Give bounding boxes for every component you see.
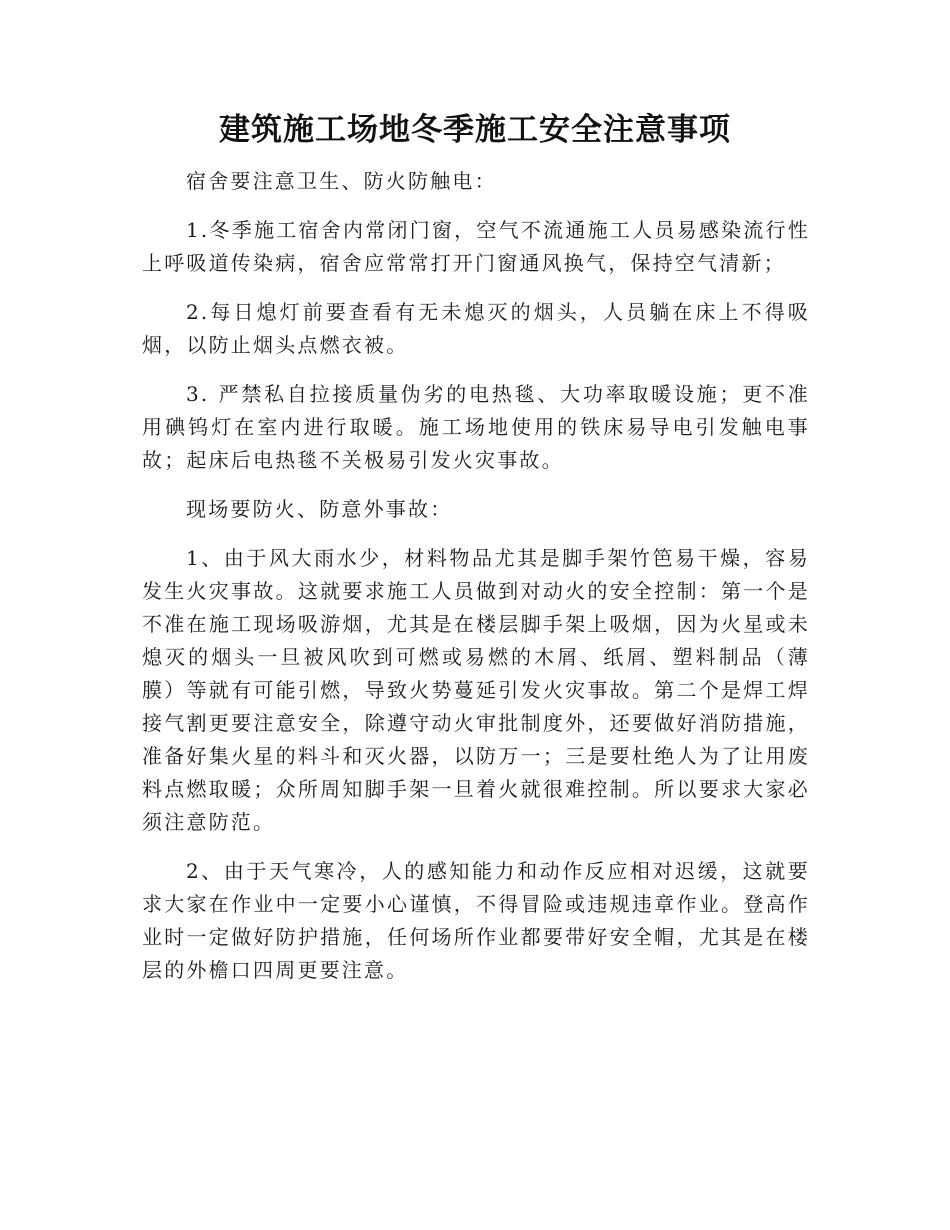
dormitory-item-2: 2.每日熄灯前要查看有无未熄灭的烟头，人员躺在床上不得吸烟，以防止烟头点燃衣被。 [142,300,810,357]
document-body [142,165,810,987]
dormitory-item-3: 3. 严禁私自拉接质量伪劣的电热毯、大功率取暖设施；更不准用碘钨灯在室内进行取暖。施工场地使用的铁床易导电引发触电事故；起床后电热毯不关极易引发火灾事故。 [142,382,810,472]
section-heading-dormitory: 宿舍要注意卫生、防火防触电： [186,169,497,193]
dormitory-item-1: 1.冬季施工宿舍内常闭门窗，空气不流通施工人员易感染流行性上呼吸道传染病，宿舍应常常打开门窗通风换气，保持空气清新； [142,218,810,275]
site-item-2: 2、由于天气寒冷，人的感知能力和动作反应相对迟缓，这就要求大家在作业中一定要小心谨慎，不得冒险或违规违章作业。登高作业时一定做好防护措施，任何场所作业都要带好安全帽，尤其是在楼层的外檐口四周更要注意。 [142,859,810,982]
site-item-1: 1、由于风大雨水少，材料物品尤其是脚手架竹笆易干燥，容易发生火灾事故。这就要求施工人员做到对动火的安全控制：第一个是不准在施工现场吸游烟，尤其是在楼层脚手架上吸烟，因为火星或未熄灭的烟头一旦被风吹到可燃或易燃的木屑、纸屑、塑料制品（薄膜）等就有可能引燃，导致火势蔓延引发火灾事故。第二个是焊工焊接气割更要注意安全，除遵守动火审批制度外，还要做好消防措施，准备好集火星的料斗和灭火器，以防万一；三是要杜绝人为了让用废料点燃取暖；众所周知脚手架一旦着火就很难控制。所以要求大家必须注意防范。 [142,546,810,834]
section-heading-site: 现场要防火、防意外事故： [186,497,453,521]
document-title: 建筑施工场地冬季施工安全注意事项 [219,112,731,148]
